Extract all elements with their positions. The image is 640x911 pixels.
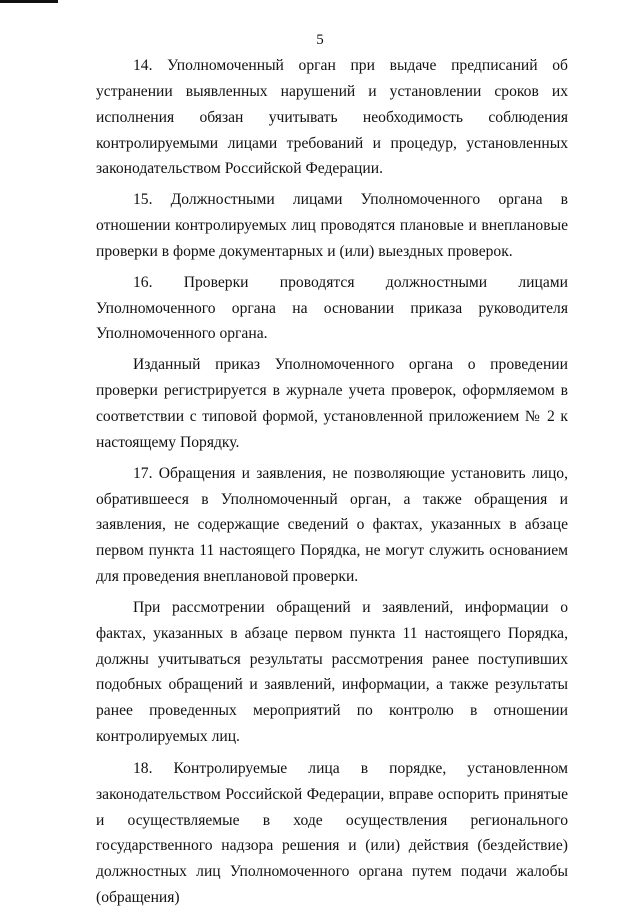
paragraph-14: 14. Уполномоченный орган при выдаче предписаний об устранении выявленных нарушений и установлении сроков их исполнения обязан учитывать необходимость соблюдения контролируемыми лицами требований и процедур, установленных законодательством Российской Федерации. — [96, 57, 568, 178]
paragraph-17-consideration: При рассмотрении обращений и заявлений, информации о фактах, указанных в абзаце первом пункта 11 настоящего Порядка, должны учитываться результаты рассмотрения ранее поступивших подобных обращений и заявлений, информации, а также результаты ранее проведенных мероприятий по контролю в отношении контролируемых лиц. — [96, 598, 568, 746]
paragraph-16-order-registration: Изданный приказ Уполномоченного органа о проведении проверки регистрируется в журнале учета проверок, оформляемом в соответствии с типовой формой, установленной приложением № 2 к настоящему Порядку. — [96, 356, 568, 451]
corner-scan-mark — [0, 0, 58, 3]
paragraph-18: 18. Контролируемые лица в порядке, установленном законодательством Российской Федерации, вправе оспорить принятые и осуществляемые в ходе осуществления регионального государственного надзора решения и (или) действия (бездействие) должностных лиц Уполномоченного органа путем подачи жалобы (обращения) — [96, 759, 568, 907]
document-body — [96, 53, 568, 911]
paragraph-17: 17. Обращения и заявления, не позволяющие установить лицо, обратившееся в Уполномоченный орган, а также обращения и заявления, не содержащие сведений о фактах, указанных в абзаце первом пункта 11 настоящего Порядка, не могут служить основанием для проведения внеплановой проверки. — [96, 464, 568, 586]
paragraph-15: 15. Должностными лицами Уполномоченного органа в отношении контролируемых лиц проводятся плановые и внеплановые проверки в форме документарных и (или) выездных проверок. — [96, 191, 568, 260]
paragraph-16: 16. Проверки проводятся должностными лицами Уполномоченного органа на основании приказа руководителя Уполномоченного органа. — [96, 273, 568, 343]
page-number: 5 — [316, 32, 324, 48]
